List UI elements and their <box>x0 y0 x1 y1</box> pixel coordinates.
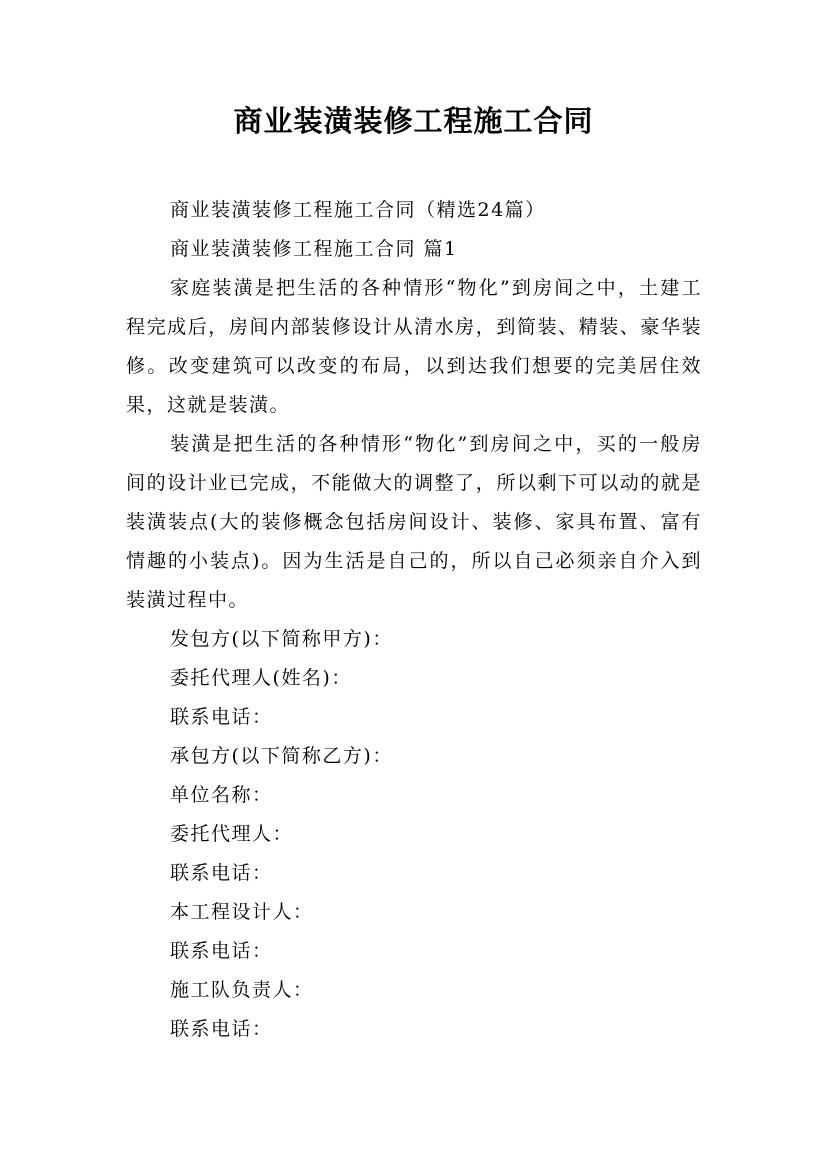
field-team-leader-phone: 联系电话： <box>170 1018 273 1040</box>
field-contractor-agent: 委托代理人： <box>170 823 294 845</box>
field-team-leader: 施工队负责人： <box>170 979 314 1001</box>
body-paragraph: 家庭装潢是把生活的各种情形“物化”到房间之中，土建工程完成后，房间内部装修设计从清水房，到简装、精装、豪华装修。改变建筑可以改变的布局，以到达我们想要的完美居住效果，这就是装潢。 <box>126 277 702 416</box>
body-paragraph: 装潢是把生活的各种情形“物化”到房间之中，买的一般房间的设计业已完成，不能做大的调整了，所以剩下可以动的就是装潢装点(大的装修概念包括房间设计、装修、家具布置、富有情趣的小装点)。因为生活是自己的，所以自己必须亲自介入到装潢过程中。 <box>126 433 702 611</box>
document-title: 商业装潢装修工程施工合同 <box>233 104 594 138</box>
field-client-agent: 委托代理人(姓名)： <box>170 667 352 689</box>
document-body <box>126 191 702 1049</box>
field-designer: 本工程设计人： <box>170 901 314 923</box>
field-contractor-phone: 联系电话： <box>170 862 273 884</box>
field-company-name: 单位名称： <box>170 784 273 806</box>
section-heading: 商业装潢装修工程施工合同 篇1 <box>170 238 458 260</box>
field-designer-phone: 联系电话： <box>170 940 273 962</box>
document-subtitle: 商业装潢装修工程施工合同（精选24篇） <box>170 199 546 221</box>
field-contractor: 承包方(以下简称乙方)： <box>170 745 393 767</box>
field-client: 发包方(以下简称甲方)： <box>170 628 393 650</box>
field-client-phone: 联系电话： <box>170 706 273 728</box>
